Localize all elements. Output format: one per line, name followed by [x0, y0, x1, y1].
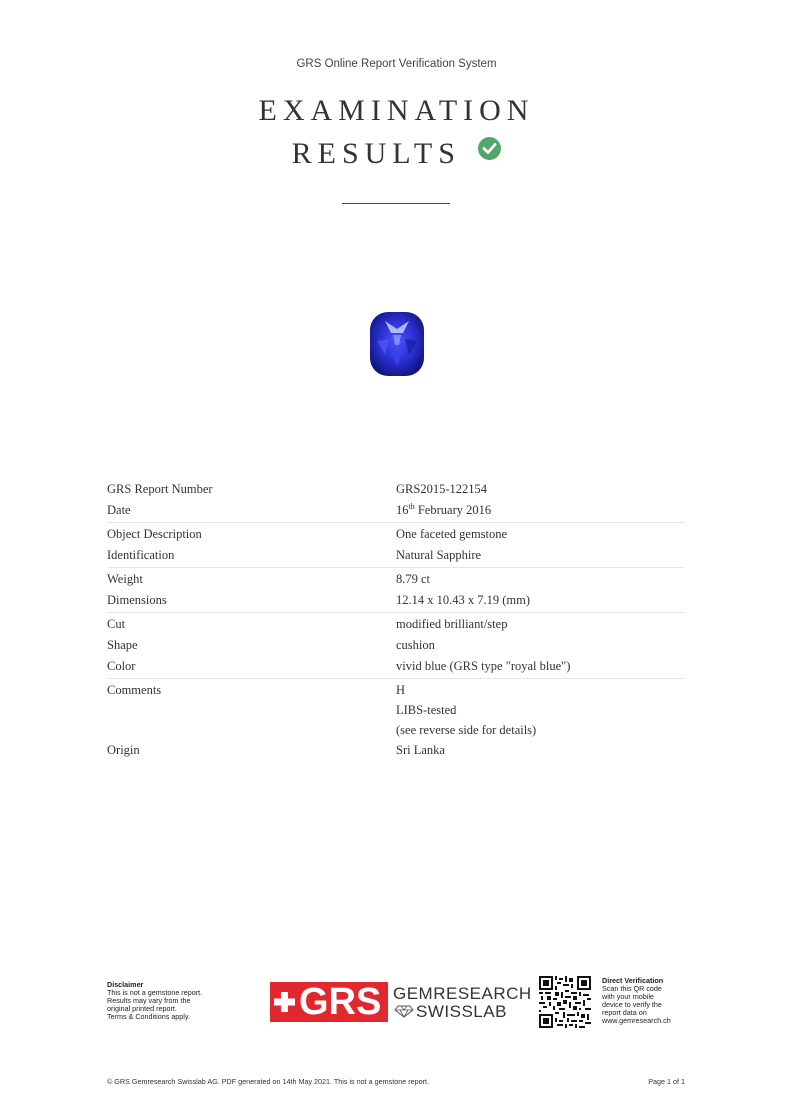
- label-identification: Identification: [107, 548, 175, 562]
- label-report-number: GRS Report Number: [107, 482, 213, 496]
- comment-line: LIBS-tested: [396, 703, 457, 717]
- row-dimensions: [107, 590, 685, 611]
- system-caption: GRS Online Report Verification System: [296, 58, 497, 70]
- title-divider: [342, 203, 450, 204]
- row-report-number: [107, 479, 685, 500]
- results-group-object: [107, 523, 685, 568]
- value-object-description: One faceted gemstone: [396, 527, 508, 541]
- row-weight: [107, 569, 685, 590]
- results-group-comments: [107, 679, 685, 762]
- check-circle-icon: [478, 137, 501, 160]
- row-color: [107, 656, 685, 677]
- footer-page-number: Page 1 of 1: [648, 1077, 685, 1086]
- value-origin: Sri Lanka: [396, 743, 445, 757]
- label-cut: Cut: [107, 617, 126, 631]
- results-group-appearance: [107, 613, 685, 679]
- page-title-line1: EXAMINATION: [258, 94, 535, 127]
- row-cut: [107, 614, 685, 635]
- row-date: [107, 500, 685, 521]
- label-comments: Comments: [107, 683, 162, 697]
- comment-line: H: [396, 683, 406, 697]
- date-day: 16: [396, 503, 409, 517]
- logo-name-line2: SWISSLAB: [416, 1002, 507, 1021]
- comment-line: (see reverse side for details): [396, 723, 537, 737]
- disclaimer-line: Results may vary from the: [107, 996, 191, 1005]
- footer-copyright: © GRS Gemresearch Swisslab AG. PDF generated on 14th May 2021. This is not a gemstone report.: [107, 1077, 429, 1086]
- results-group-measurements: [107, 568, 685, 613]
- value-cut: modified brilliant/step: [396, 617, 508, 631]
- disclaimer-line: Terms & Conditions apply.: [107, 1012, 190, 1021]
- verification-title: Direct Verification: [602, 976, 664, 985]
- value-comments: [396, 680, 685, 740]
- label-dimensions: Dimensions: [107, 593, 167, 607]
- date-suffix: th: [408, 502, 415, 511]
- value-color: vivid blue (GRS type "royal blue"): [396, 659, 571, 673]
- disclaimer-line: original printed report.: [107, 1004, 177, 1013]
- row-origin: [107, 740, 685, 761]
- diamond-icon: [394, 1005, 414, 1023]
- direct-verification: [602, 977, 712, 1025]
- verification-line: Scan this QR code: [602, 984, 662, 993]
- grs-logo-mark: GRS: [299, 981, 382, 1023]
- row-object-description: [107, 524, 685, 545]
- label-shape: Shape: [107, 638, 138, 652]
- gemstone-image: [369, 311, 425, 382]
- verification-line: device to verify the: [602, 1000, 662, 1009]
- date-rest: February 2016: [414, 503, 492, 517]
- label-color: Color: [107, 659, 136, 673]
- label-date: Date: [107, 503, 131, 517]
- verification-link[interactable]: www.gemresearch.ch: [602, 1016, 671, 1025]
- row-shape: [107, 635, 685, 656]
- value-identification: Natural Sapphire: [396, 548, 482, 562]
- qr-code-icon[interactable]: [539, 976, 591, 1033]
- value-date: [396, 503, 685, 518]
- row-identification: [107, 545, 685, 566]
- label-object-description: Object Description: [107, 527, 202, 541]
- verification-line: with your mobile: [602, 992, 654, 1001]
- label-origin: Origin: [107, 743, 140, 757]
- page-title-line2-text: RESULTS: [291, 137, 461, 170]
- row-comments: [107, 680, 685, 740]
- value-shape: cushion: [396, 638, 435, 652]
- logo-name-line1: GEMRESEARCH: [393, 984, 532, 1003]
- value-report-number: GRS2015-122154: [396, 482, 487, 496]
- swiss-cross-icon: [272, 983, 296, 1026]
- disclaimer: [107, 981, 247, 1021]
- disclaimer-title: Disclaimer: [107, 980, 144, 989]
- results-table: [107, 478, 685, 762]
- value-dimensions: 12.14 x 10.43 x 7.19 (mm): [396, 593, 531, 607]
- results-group-report: [107, 478, 685, 523]
- value-weight: 8.79 ct: [396, 572, 431, 586]
- page-title-line2: [0, 137, 793, 171]
- verification-line: report data on: [602, 1008, 647, 1017]
- disclaimer-line: This is not a gemstone report.: [107, 988, 203, 997]
- label-weight: Weight: [107, 572, 143, 586]
